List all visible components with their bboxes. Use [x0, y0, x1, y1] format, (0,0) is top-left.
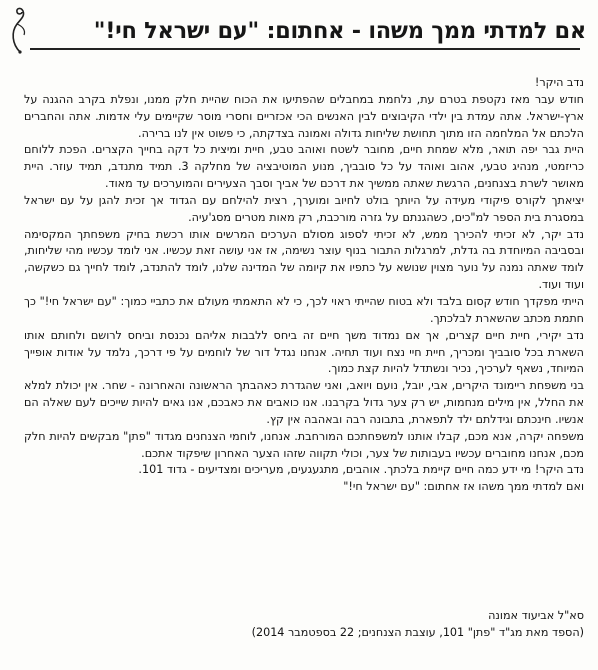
- paragraph-1: חודש עבר מאז נקטפת בטרם עת, נלחמת במחבלים שהפתיעו את הכוח שהיית חלק ממנו, ונפלת בקרב ההגנה על ארץ-ישראל. אתה עמדת בין ילדי הקיבוצים לבין האנשים הכי אכזריים וחסרי מוסר שקיימים עלי אדמות. אתה והחברים הלכתם אל המלחמה הזו מתוך תחושת שליחות גדולה ואמונה בצדקתה, כי פשוט אין לנו ברירה.: [24, 92, 584, 140]
- paragraph-4: נדב יקר, לא זכיתי להכירך ממש, לא זכיתי לספוג מסולם הערכים המרשים אותו רכשת בחיק משפחתך המקסימה ובסביבה המיוחדת בה גדלת, למרגלות התבור בנוף עוצר נשימה, אז אני עושה זאת עכשיו. אני לומד עכשיו מהי שליחות, לומד שאתה נמנה על נוער מצוין שנושא על כתפיו את קיומה של המדינה שלנו, לומד להתנדב, לומד לחייך גם כשקשה, ועוד ועוד.: [24, 227, 584, 292]
- title-underline: [30, 48, 580, 50]
- ornament-icon: [6, 4, 32, 56]
- source-note: (הספד מאת מג"ד "פתן" 101, עוצבת הצנחנים; 22 בספטמבר 2014): [251, 626, 584, 639]
- letter-body: [24, 75, 584, 496]
- paragraph-6: נדב יקירי, חיית חיים קצרים, אך אם נמדוד משך חיים זה ביחס ללבבות אליהם נכנסת וביחס לרושם ולחותם אותו השארת בכל סובביך ומכריך, חיית חיי נצח ועוד תחיה. אנחנו נגדל דור של לוחמים על פי דרכך, נלמד על אודות אופייך המיוחד, נשאף לערכיך, נכיר ונשתדל להיות קצת כמוך.: [24, 328, 584, 376]
- signature-block: [252, 607, 584, 641]
- paragraph-9: נדב היקר! מי ידע כמה חיים קיימת בלכתך. אוהבים, מתגעגעים, מעריכים ומצדיעים - גדוד 101.: [138, 463, 584, 477]
- paragraph-3: יציאתך לקורס פיקודי מעידה על היותך בולט לחיוב ומוערך, רצית להילחם עם הגדוד אך זכית להגן על עם ישראל במסגרת בית הספר למ"כים, כשהגנתם על גזרה מורכבת, רק מאות מטרים מסג'עיה.: [24, 193, 584, 224]
- title-block: [30, 14, 586, 54]
- paragraph-5: הייתי מפקדך חודש קסום בלבד ולא בטוח שהייתי ראוי לכך, כי לא התאמתי מעולם את כתביי כמוך: "עם ישראל חי!" כך חתמת מכתב שהשארת לבלכתך.: [24, 294, 584, 325]
- paragraph-8: משפחה יקרה, אנא מכם, קבלו אותנו למשפחתכם המורחבת. אנחנו, לוחמי הצנחנים מגדוד "פתן" מבקשים להיות חלק מכם, אנחנו מחוברים עכשיו בעבותות של צער, וכולי תקווה שזהו הצער האחרון שיפקוד אתכם.: [24, 429, 584, 460]
- page-title: אם למדתי ממך משהו - אחתום: "עם ישראל חי!": [93, 18, 586, 44]
- paragraph-2: היית גבר יפה תואר, מלא שמחת חיים, מחובר לשטח ואוהב טבע, חיית ומיצית כל דקה בחייך הקצרים. הפכת ללוחם כריזמטי, מנהיג טבעי, אהוב ואוהד על כל סובביך, מנוע המוטיבציה של מחלקה 3. תמיד מתנדב, תמיד עוזר. היית מאושר לשרת בצנחנים, הרגשת שאתה ממשיך את דרכם של אביך וסבך הצעירים והמוערכים עד מאוד.: [24, 143, 584, 191]
- signature-name: סא"ל אביעוד אמונה: [488, 609, 584, 622]
- paragraph-7: בני משפחת ריימונד היקרים, אבי, יובל, נועם ויואב, ואני שהגדרת כאהבתך הראשונה והאחרונה - שחר. אין יכולת למלא את החלל, אין מילים מנחמות, יש רק צער גדול בקרבנו. אנו כואבים את כאבכם, אנו גאים להיות שייכים לעם שאלה הם אנשיו. חינכתם וגידלתם ילד לתפארת, בתבונה רבה ובאהבה אין קץ.: [24, 379, 584, 426]
- closing-line: ואם למדתי ממך משהו אז אחתום: "עם ישראל חי!": [343, 480, 584, 494]
- salutation: נדב היקר!: [534, 76, 584, 89]
